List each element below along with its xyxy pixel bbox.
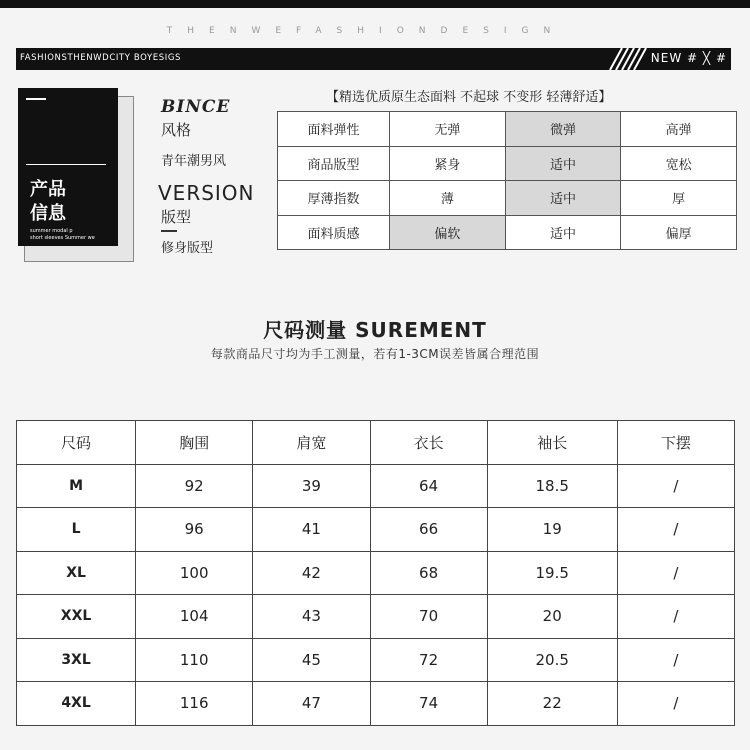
info-box-panel [18, 88, 118, 246]
attribute-option: 偏软 [390, 215, 506, 250]
size-value: 110 [136, 638, 253, 682]
attribute-row [278, 146, 737, 181]
attribute-option: 宽松 [621, 146, 737, 181]
size-value: 66 [370, 508, 487, 552]
diagonal-stripes-icon [606, 48, 656, 70]
size-row [17, 464, 735, 508]
size-value: 68 [370, 551, 487, 595]
product-info-box [18, 88, 136, 268]
size-column-header: 衣长 [370, 421, 487, 465]
top-bar [0, 0, 750, 8]
size-value: / [617, 595, 734, 639]
attribute-row [278, 181, 737, 216]
attribute-option: 微弹 [505, 112, 621, 147]
attribute-option: 厚 [621, 181, 737, 216]
size-label: XL [17, 551, 136, 595]
size-value: 19.5 [487, 551, 617, 595]
size-value: 70 [370, 595, 487, 639]
size-column-header: 胸围 [136, 421, 253, 465]
info-title-line2: 信息 [30, 203, 66, 224]
size-value: 47 [253, 682, 370, 726]
size-label: L [17, 508, 136, 552]
size-table-header [17, 421, 735, 465]
size-value: 41 [253, 508, 370, 552]
size-value: 104 [136, 595, 253, 639]
attribute-row [278, 112, 737, 147]
size-value: 42 [253, 551, 370, 595]
size-value: 39 [253, 464, 370, 508]
size-column-header: 下摆 [617, 421, 734, 465]
size-value: / [617, 464, 734, 508]
size-row [17, 508, 735, 552]
attribute-option: 适中 [505, 146, 621, 181]
version-label-en: VERSION [158, 181, 255, 205]
info-sub-line1: summer modal p [30, 228, 73, 234]
size-table [16, 420, 735, 726]
size-value: 45 [253, 638, 370, 682]
size-value: 43 [253, 595, 370, 639]
size-row [17, 595, 735, 639]
size-row [17, 682, 735, 726]
size-value: 64 [370, 464, 487, 508]
attribute-option: 偏厚 [621, 215, 737, 250]
style-label-cn: 风格 [161, 121, 192, 139]
version-dash [161, 230, 177, 232]
info-title [30, 178, 66, 226]
size-label: XXL [17, 595, 136, 639]
size-value: 116 [136, 682, 253, 726]
size-value: / [617, 508, 734, 552]
brand-strip: THENWEFASHIONDESIGN [166, 26, 566, 36]
size-value: 19 [487, 508, 617, 552]
size-value: 18.5 [487, 464, 617, 508]
attribute-option: 适中 [505, 215, 621, 250]
size-value: 72 [370, 638, 487, 682]
version-value: 修身版型 [161, 241, 214, 256]
size-value: / [617, 682, 734, 726]
size-label: 3XL [17, 638, 136, 682]
size-column-header: 尺码 [17, 421, 136, 465]
size-value: 22 [487, 682, 617, 726]
size-row [17, 551, 735, 595]
size-label: M [17, 464, 136, 508]
decor-line [26, 164, 106, 165]
size-value: 20 [487, 595, 617, 639]
attribute-name: 面料弹性 [278, 112, 390, 147]
decor-line [26, 98, 46, 100]
attribute-caption: 【精选优质原生态面料 不起球 不变形 轻薄舒适】 [326, 90, 612, 105]
attribute-option: 薄 [390, 181, 506, 216]
size-value: 100 [136, 551, 253, 595]
style-label-en: BINCE [161, 97, 231, 117]
attribute-row [278, 215, 737, 250]
size-column-header: 袖长 [487, 421, 617, 465]
size-value: 96 [136, 508, 253, 552]
size-value: / [617, 638, 734, 682]
size-value: 74 [370, 682, 487, 726]
size-row [17, 638, 735, 682]
attribute-option: 适中 [505, 181, 621, 216]
header-banner [16, 48, 731, 70]
version-label-cn: 版型 [161, 208, 192, 226]
size-column-header: 肩宽 [253, 421, 370, 465]
attribute-table [277, 111, 737, 250]
banner-text: FASHIONSTHENWDCITY BOYESIGS [20, 53, 182, 63]
size-section-note: 每款商品尺寸均为手工测量，若有1-3CM误差皆属合理范围 [210, 347, 540, 361]
attribute-option: 紧身 [390, 146, 506, 181]
info-subtext [30, 228, 95, 242]
size-value: 20.5 [487, 638, 617, 682]
size-value: / [617, 551, 734, 595]
attribute-name: 商品版型 [278, 146, 390, 181]
new-tag: NEW # ╳ # [650, 51, 727, 65]
attribute-option: 无弹 [390, 112, 506, 147]
info-title-line1: 产品 [30, 179, 66, 200]
attribute-name: 面料质感 [278, 215, 390, 250]
attribute-option: 高弹 [621, 112, 737, 147]
size-label: 4XL [17, 682, 136, 726]
size-value: 92 [136, 464, 253, 508]
style-value: 青年潮男风 [161, 154, 227, 169]
attribute-name: 厚薄指数 [278, 181, 390, 216]
info-sub-line2: short sleeves Summer we [30, 235, 95, 241]
size-section-title: 尺码测量 SUREMENT [263, 318, 487, 342]
